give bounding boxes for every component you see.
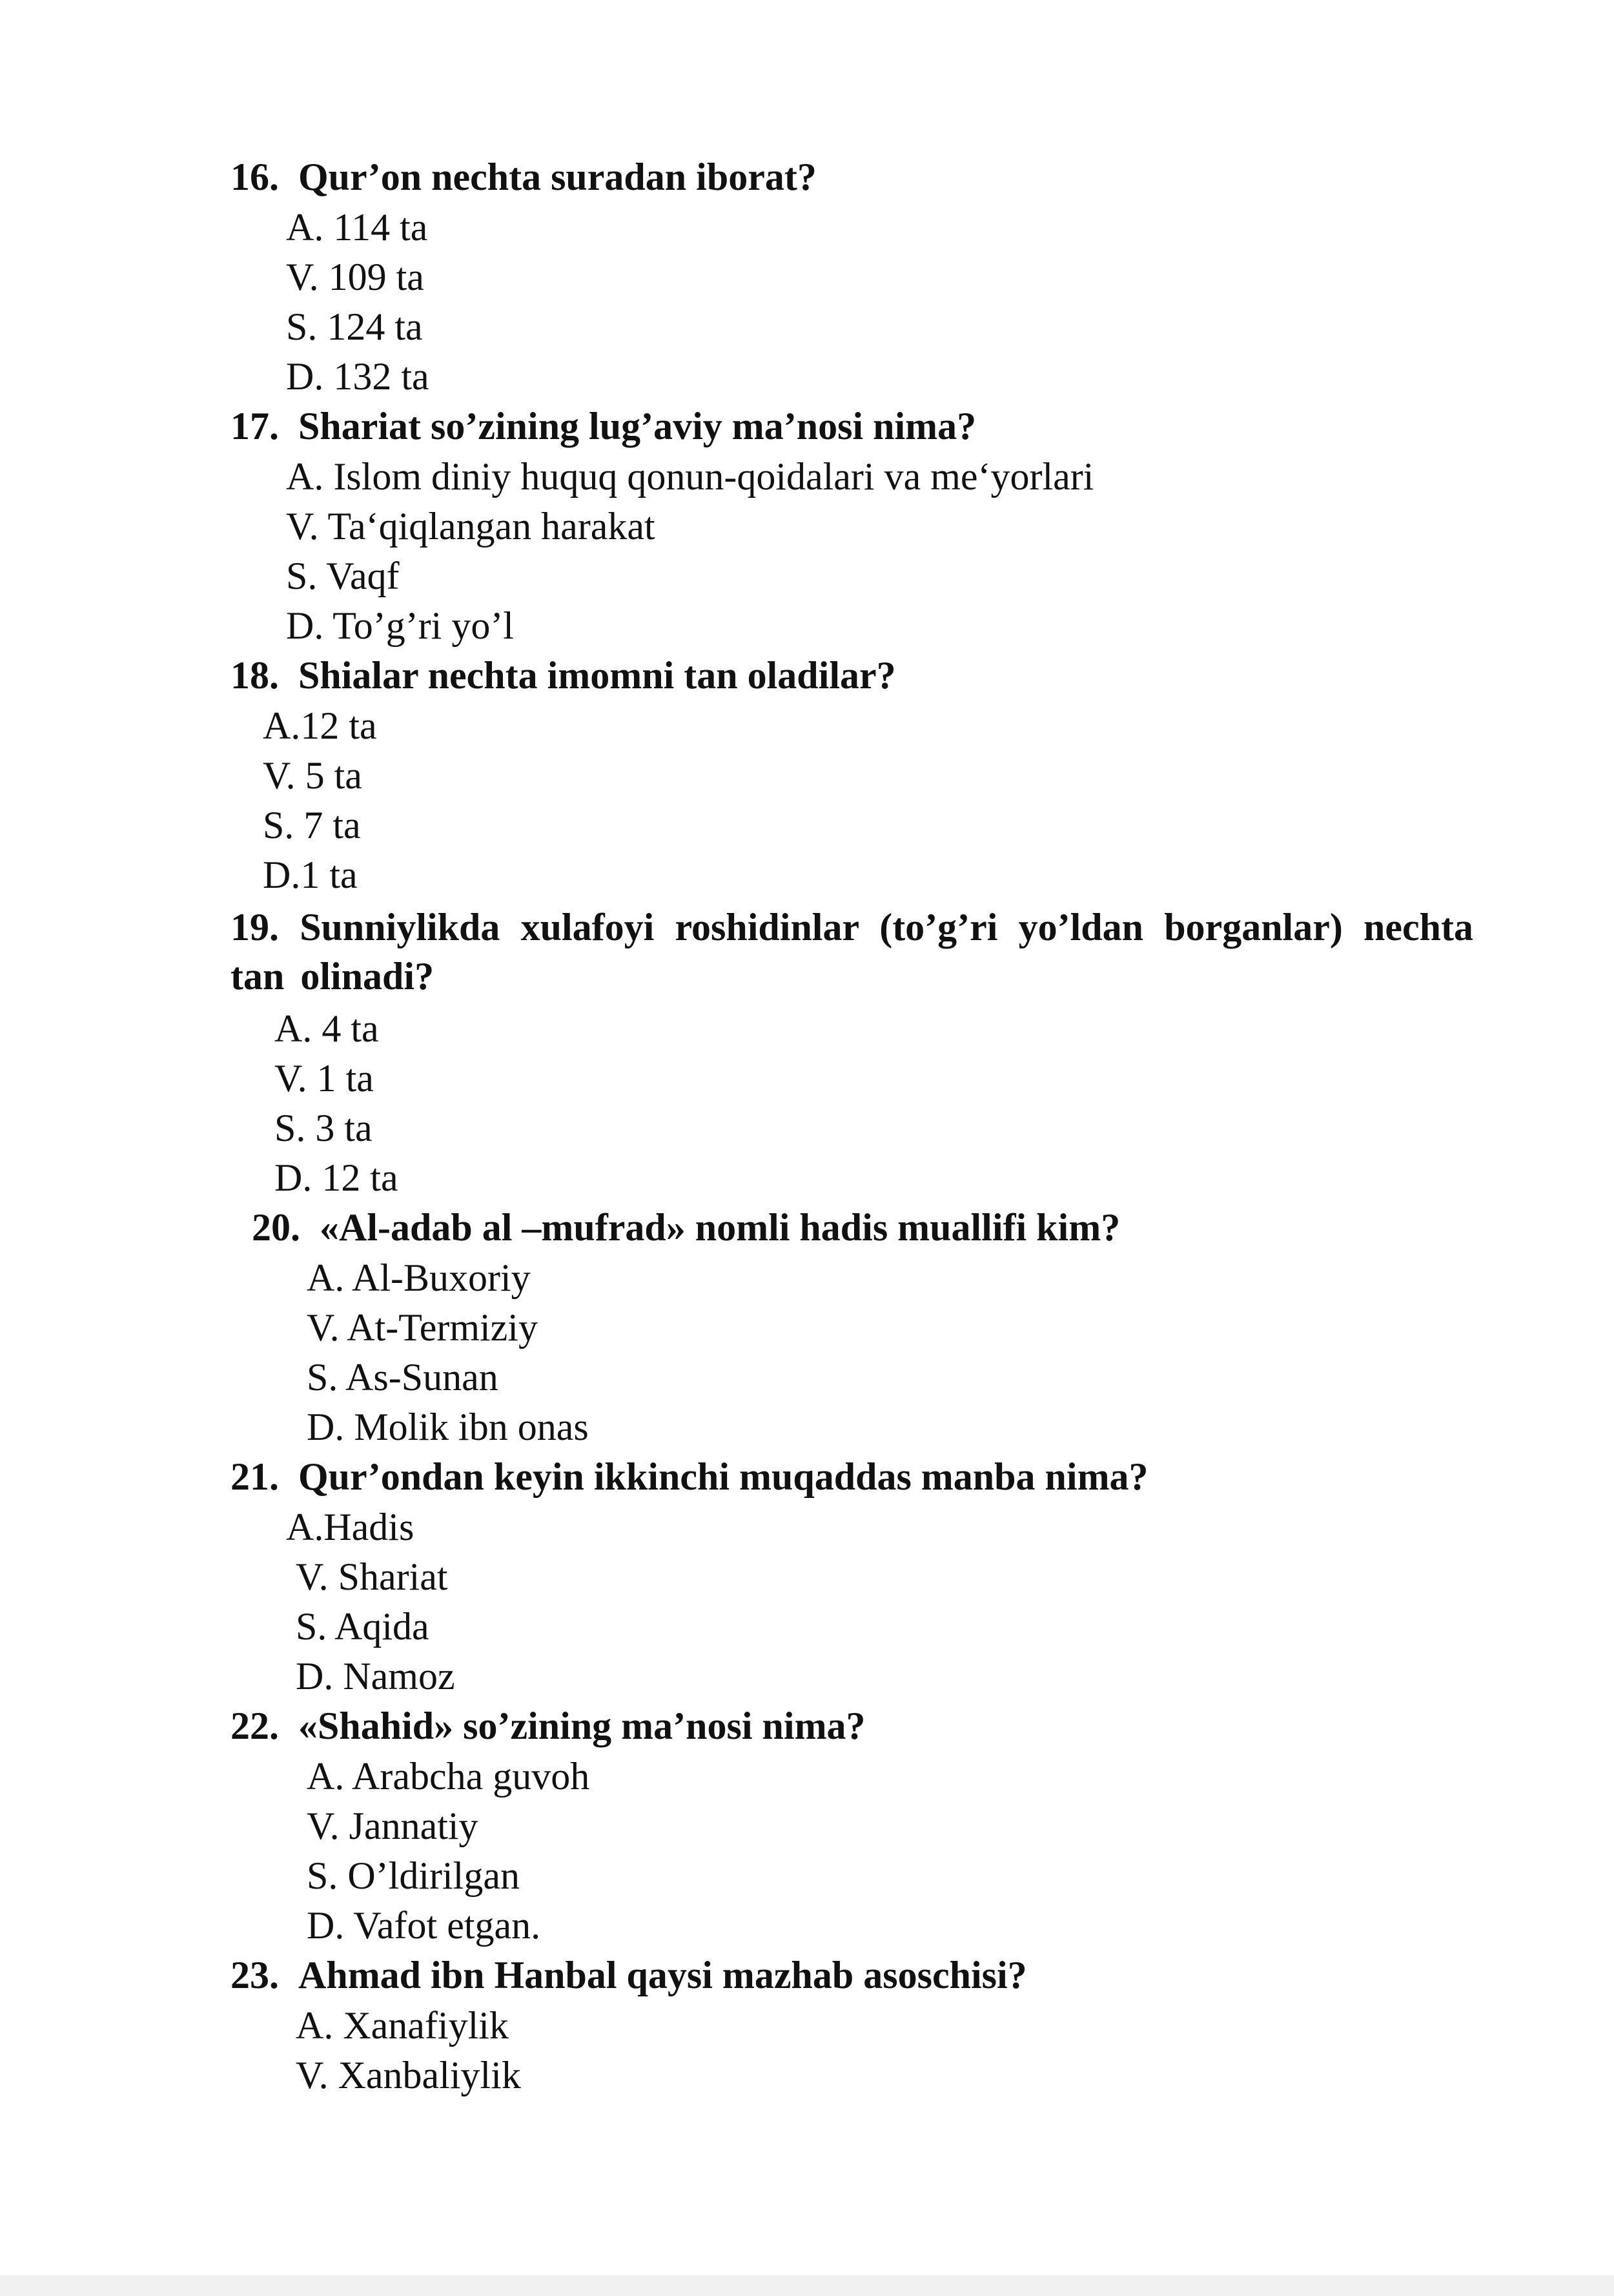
question-number: 17. [230,405,279,447]
question-text: Sunniylikda xulafoyi roshidinlar (to’g’ri yo’ldan borganlar) nechta tan olinadi? [230,906,1474,998]
question-number: 16. [230,156,279,198]
question-number: 23. [230,1954,279,1996]
option-a: A.12 ta [263,704,377,747]
option-a: A. 114 ta [286,206,428,249]
option-v: V. Ta‘qiqlangan harakat [286,505,655,548]
question-16 [230,152,817,201]
option-d: D. To’g’ri yo’l [286,604,514,647]
option-a: A. Xanafiylik [296,2004,509,2047]
page-bottom-edge [0,2275,1614,2296]
option-a: A. Arabcha guvoh [307,1755,590,1798]
option-s: S. 124 ta [286,305,423,348]
option-s: S. 3 ta [274,1107,373,1149]
question-18 [230,651,896,700]
option-a: A. 4 ta [274,1007,379,1050]
option-a: A.Hadis [286,1506,414,1548]
question-text: «Al-adab al –mufrad» nomli hadis muallifi kim? [320,1206,1121,1249]
option-v: V. 1 ta [274,1057,374,1100]
question-text: Shariat so’zining lug’aviy ma’nosi nima? [298,405,977,447]
question-19 [230,903,1473,1001]
question-text: «Shahid» so’zining ma’nosi nima? [298,1705,866,1747]
option-v: V. Xanbaliylik [296,2054,521,2096]
question-number: 19. [230,906,279,948]
question-number: 20. [252,1206,300,1249]
question-number: 21. [230,1455,279,1498]
option-s: S. 7 ta [263,804,361,846]
option-s: S. O’ldirilgan [307,1854,520,1897]
option-d: D. Namoz [296,1655,455,1697]
question-text: Ahmad ibn Hanbal qaysi mazhab asoschisi? [298,1954,1027,1996]
option-s: S. Vaqf [286,555,400,597]
question-22 [230,1701,866,1750]
option-v: V. 5 ta [263,754,362,797]
question-text: Qur’ondan keyin ikkinchi muqaddas manba nima? [298,1455,1149,1498]
option-v: V. Shariat [296,1555,448,1598]
option-d: D. Molik ibn onas [307,1406,589,1448]
option-s: S. As-Sunan [307,1356,498,1399]
question-number: 22. [230,1705,279,1747]
question-text: Shialar nechta imomni tan oladilar? [298,654,896,697]
question-21 [230,1452,1149,1501]
option-a: A. Al-Buxoriy [307,1256,531,1299]
option-s: S. Aqida [296,1605,429,1648]
question-20 [252,1203,1120,1252]
option-v: V. 109 ta [286,256,424,298]
option-d: D.1 ta [263,854,358,896]
option-a: A. Islom diniy huquq qonun-qoidalari va me‘yorlari [286,455,1094,498]
question-number: 18. [230,654,279,697]
option-d: D. Vafot etgan. [307,1904,541,1947]
option-d: D. 132 ta [286,355,429,398]
question-17 [230,402,976,451]
option-v: V. Jannatiy [307,1805,478,1847]
question-23 [230,1951,1027,2000]
option-v: V. At-Termiziy [307,1306,538,1349]
option-d: D. 12 ta [274,1156,398,1199]
question-text: Qur’on nechta suradan iborat? [298,156,817,198]
